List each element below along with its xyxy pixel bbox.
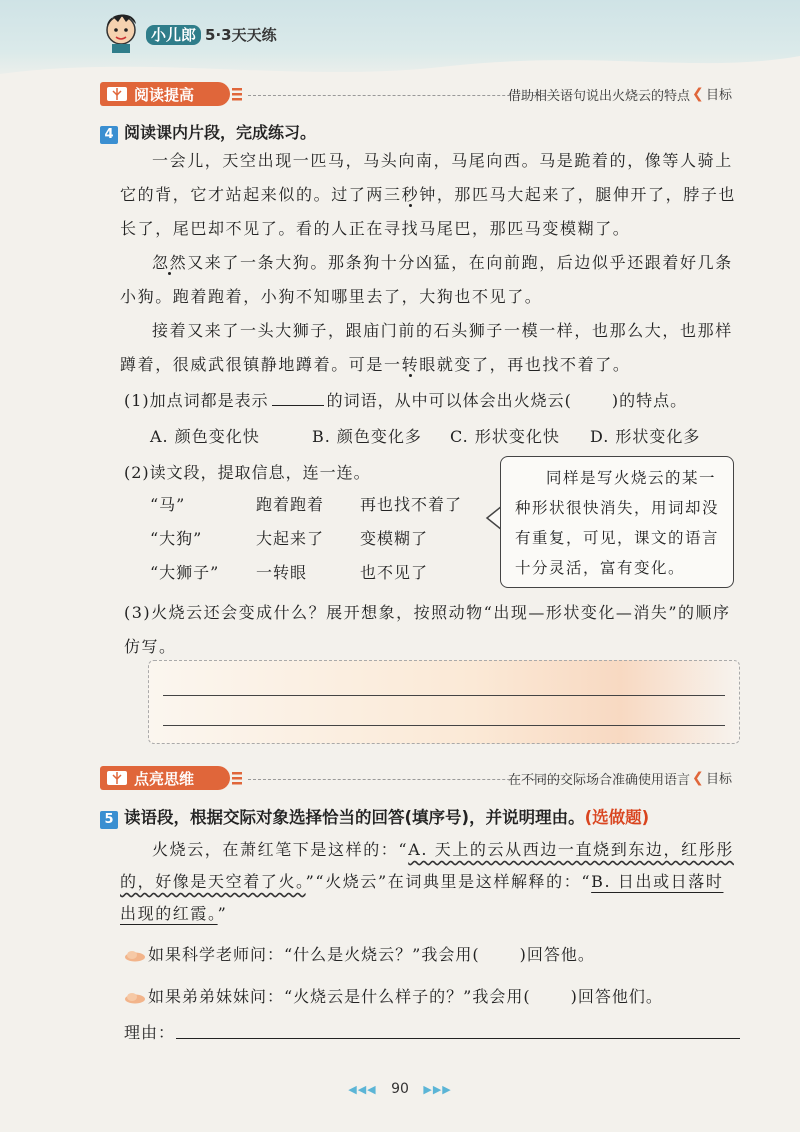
book-icon bbox=[106, 770, 128, 786]
passage-paragraph-1 bbox=[120, 144, 740, 246]
question-number: 5 bbox=[100, 811, 118, 829]
question-title-text: 读语段，根据交际对象选择恰当的回答(填序号)，并说明理由。 bbox=[124, 808, 585, 827]
writing-area[interactable] bbox=[148, 660, 740, 744]
brand-series: 5·3天天练 bbox=[205, 26, 277, 44]
writing-line bbox=[163, 725, 725, 726]
subquestion-text: 的词语，从中可以体会出火烧云( bbox=[326, 391, 572, 410]
dotted-word bbox=[384, 355, 437, 374]
decor-bars-icon bbox=[230, 87, 244, 101]
option-d[interactable]: D. 形状变化多 bbox=[590, 427, 701, 446]
question-number: 4 bbox=[100, 126, 118, 144]
writing-line bbox=[163, 695, 725, 696]
passage-text: 又来了一条大狗。那条狗十分凶猛，在向前跑，后边似乎还跟着好几条小狗。跑着跑着，小狗不知哪里去了，大狗也不见了。 bbox=[120, 253, 733, 306]
reason-answer-line[interactable] bbox=[176, 1038, 740, 1039]
section-label: 点亮思维 bbox=[134, 770, 195, 788]
section-goal: 在不同的交际场合准确使用语言 bbox=[507, 773, 690, 788]
ask-text: )回答他们。 bbox=[570, 987, 663, 1006]
tip-note: 同样是写火烧云的某一种形状很快消失，用词却没有重复，可见，课文的语言十分灵活，富有变化。 bbox=[500, 456, 734, 588]
section-label: 阅读提高 bbox=[134, 86, 195, 104]
question-title-text: 阅读课内片段，完成练习。 bbox=[124, 123, 317, 142]
reason-label: 理由： bbox=[124, 1023, 176, 1042]
dotted-word bbox=[384, 185, 437, 204]
decor-bars-icon bbox=[230, 771, 244, 785]
ask-text: 如果弟弟妹妹问：“火烧云是什么样子的？”我会用( bbox=[148, 987, 531, 1006]
question-4-title bbox=[100, 120, 316, 144]
dotted-word bbox=[152, 253, 187, 272]
dotted-word-text: 一转眼 bbox=[384, 355, 437, 374]
passage-text: 火烧云，在萧红笔下是这样的：“ bbox=[152, 840, 409, 859]
answer-option-a: A. 天上的云从西边一直烧到东边，红彤彤的，好像是天空着了火。 bbox=[120, 840, 734, 891]
match-col3-item[interactable]: 变模糊了 bbox=[360, 529, 429, 548]
passage-paragraph-2 bbox=[120, 246, 740, 314]
page-footer bbox=[0, 1081, 800, 1097]
passage-text: 过了两 bbox=[331, 185, 385, 204]
subquestion-text: (3)火烧云还会变成什么？展开想象，按照动物“出现—形状变化—消失”的顺序仿写。 bbox=[124, 603, 731, 656]
match-col2-item[interactable]: 一转眼 bbox=[256, 563, 308, 582]
option-c[interactable]: C. 形状变化快 bbox=[450, 427, 560, 446]
passage-text: ，那匹马大起来了，腿伸开了，脖子也长了，尾巴却不见了。看的人正在寻找马尾巴，那匹马变模糊了。 bbox=[120, 185, 737, 238]
page-number: 90 bbox=[391, 1081, 409, 1097]
answer-option-b: B. 日出或日落时出现的红霞。 bbox=[120, 872, 724, 923]
section-badge bbox=[100, 766, 230, 790]
match-col2-item[interactable]: 跑着跑着 bbox=[256, 495, 325, 514]
ask-science-teacher bbox=[124, 942, 595, 965]
cloud-icon bbox=[124, 992, 146, 1004]
goal-arrow-icon: ❮ bbox=[692, 86, 704, 102]
ask-text: 如果科学老师问：“什么是火烧云？”我会用( bbox=[148, 945, 480, 964]
passage-text: 一会儿，天空出现一匹马，马头向南，马尾向西。马是跪着的，像等人骑上它的背，它才站起来似的。 bbox=[120, 151, 733, 204]
dotted-word-text: 三秒钟 bbox=[384, 185, 437, 204]
question-5-title bbox=[100, 804, 649, 829]
goal-arrow-icon: ❮ bbox=[692, 770, 704, 786]
section-goal: 借助相关语句说出火烧云的特点 bbox=[507, 89, 690, 104]
section-badge bbox=[100, 82, 230, 106]
brand-name: 小儿郎 bbox=[146, 25, 201, 45]
brand-title bbox=[146, 24, 277, 45]
goal-tag-label: 目标 bbox=[706, 772, 733, 787]
subquestion-1 bbox=[124, 388, 687, 411]
section-header-reading bbox=[100, 82, 740, 108]
goal-tag-label: 目标 bbox=[706, 88, 733, 103]
optional-tag: (选做题) bbox=[584, 808, 650, 827]
subquestion-text: (1)加点词都是表示 bbox=[124, 391, 269, 410]
ask-siblings bbox=[124, 984, 663, 1007]
match-col3-item[interactable]: 再也找不着了 bbox=[360, 495, 463, 514]
subquestion-2: (2)读文段，提取信息，连一连。 bbox=[124, 463, 371, 482]
match-col1-item[interactable]: “大狗” bbox=[150, 529, 203, 548]
subquestion-3-line1 bbox=[124, 596, 736, 664]
answer-blank[interactable] bbox=[272, 392, 324, 406]
subquestion-text: )的特点。 bbox=[611, 391, 688, 410]
passage-text: 就变了，再也找不着了。 bbox=[436, 355, 631, 374]
passage-paragraph-3 bbox=[120, 314, 740, 382]
right-arrows-icon: ▶▶▶ bbox=[423, 1083, 452, 1096]
match-col1-item[interactable]: “大狮子” bbox=[150, 563, 220, 582]
cloud-icon bbox=[124, 950, 146, 962]
goal-tag bbox=[692, 768, 740, 788]
match-col2-item[interactable]: 大起来了 bbox=[256, 529, 325, 548]
passage-text: ”“火烧云”在词典里是这样解释的：“ bbox=[305, 872, 592, 891]
ask-text: )回答他。 bbox=[519, 945, 595, 964]
goal-tag bbox=[692, 84, 740, 104]
passage-text: ” bbox=[217, 904, 228, 923]
match-col1-item[interactable]: “马” bbox=[150, 495, 186, 514]
match-col3-item[interactable]: 也不见了 bbox=[360, 563, 429, 582]
section-header-thinking bbox=[100, 766, 740, 792]
option-a[interactable]: A. 颜色变化快 bbox=[150, 427, 260, 446]
dotted-word-text: 忽然 bbox=[152, 253, 188, 272]
option-b[interactable]: B. 颜色变化多 bbox=[312, 427, 422, 446]
book-icon bbox=[106, 86, 128, 102]
mascot-icon bbox=[100, 8, 142, 54]
passage-text: 接着又来了一头大狮子，跟庙门前的石头狮子一模一样，也那么大，也那样蹲着，很威武很镇静地蹲着。可是 bbox=[120, 321, 733, 374]
q5-passage bbox=[120, 834, 740, 930]
left-arrows-icon: ◀◀◀ bbox=[348, 1083, 377, 1096]
